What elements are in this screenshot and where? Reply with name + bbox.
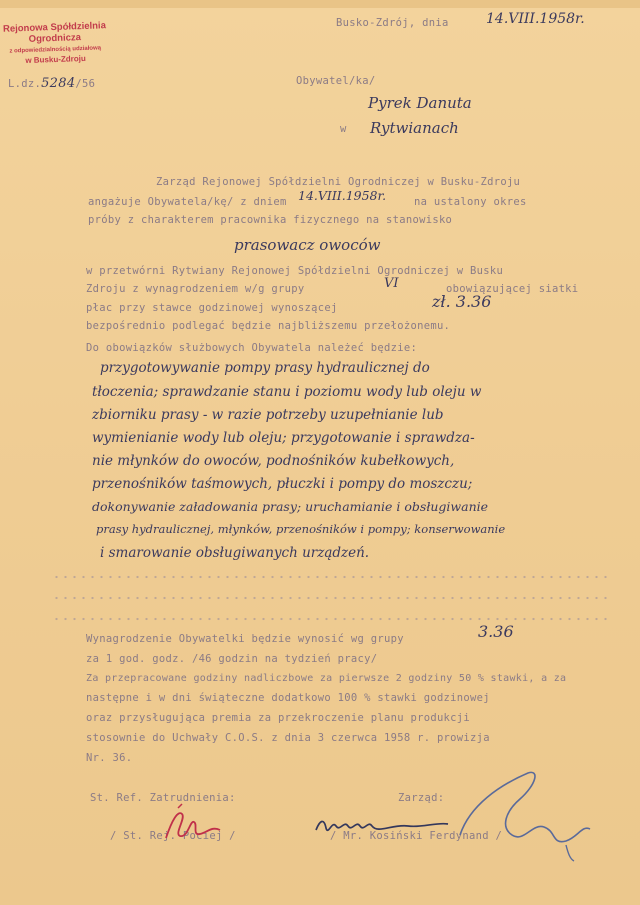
stamp-line-2: z odpowiedzialnością udziałową <box>9 45 102 55</box>
body-line-3: próby z charakterem pracownika fizycznego na stanowisko <box>88 214 453 226</box>
pay-line-6: stosownie do Uchwały C.O.S. z dnia 3 czerwca 1958 r. prowizja <box>86 732 490 744</box>
cooperative-stamp <box>0 20 111 66</box>
pay-line-1: Wynagrodzenie Obywatelki będzie wynosić wg grupy <box>86 633 404 645</box>
body-line-7: płac przy stawce godzinowej wynoszącej <box>86 302 338 314</box>
position-title: prasowacz owoców <box>234 236 381 254</box>
hourly-rate: zł. 3.36 <box>432 292 492 311</box>
footer-right-name: / Mr. Kosiński Ferdynand / <box>330 830 503 842</box>
duty-line-5: nie młynków do owoców, podnośników kubełkowych, <box>92 453 455 469</box>
board-signature-1 <box>312 800 452 845</box>
duty-line-8: prasy hydraulicznej, młynków, przenośników i pompy; konserwowanie <box>96 522 506 536</box>
footer-right-label: Zarząd: <box>398 792 445 804</box>
staff-officer-signature <box>160 800 230 850</box>
footer-left-label: St. Ref. Zatrudnienia: <box>90 792 236 804</box>
body-line-6-rest: obowiązującej siatki <box>446 283 579 295</box>
stamp-line-3: w Busku-Zdroju <box>25 53 86 66</box>
blank-line <box>52 575 612 579</box>
duty-line-2: tłoczenia; sprawdzanie stanu i poziomu wody lub oleju w <box>92 384 482 400</box>
addressee-name: Pyrek Danuta <box>368 94 472 112</box>
place-label: Busko-Zdrój, dnia <box>336 17 449 29</box>
pay-group: VI <box>384 276 399 291</box>
reference-suffix: /56 <box>75 78 96 90</box>
reference-handwritten-number: 5284 <box>41 76 76 91</box>
reference-prefix: L.dz. <box>8 78 42 90</box>
body-line-6: Zdroju z wynagrodzeniem w/g grupy <box>86 283 305 295</box>
salutation: Obywatel/ka/ <box>296 75 376 87</box>
board-signature-2 <box>440 765 600 865</box>
blank-line <box>52 596 612 600</box>
body-line-1: Zarząd Rejonowej Spółdzielni Ogrodniczej w Busku-Zdroju <box>156 176 521 188</box>
pay-line-4: następne i w dni świąteczne dodatkowo 100 % stawki godzinowej <box>86 692 490 704</box>
addressee-locality: Rytwianach <box>370 119 459 137</box>
duty-line-9: i smarowanie obsługiwanych urządzeń. <box>100 545 370 561</box>
locality-prefix: w <box>340 123 347 135</box>
body-line-2: angażuje Obywatela/kę/ z dniem <box>88 196 287 208</box>
stamp-line-1: Rejonowa Spółdzielnia Ogrodnicza <box>2 20 107 45</box>
duty-line-6: przenośników taśmowych, płuczki i pompy do moszczu; <box>92 476 473 492</box>
pay-amount: 3.36 <box>478 622 514 641</box>
letter-date: 14.VIII.1958r. <box>486 11 585 27</box>
blank-line <box>52 617 612 621</box>
body-line-5: w przetwórni Rytwiany Rejonowej Spółdzielni Ogrodniczej w Busku <box>86 265 504 277</box>
reference-number <box>8 76 95 91</box>
body-line-9: Do obowiązków służbowych Obywatela należeć będzie: <box>86 342 418 354</box>
duty-line-3: zbiorniku prasy - w razie potrzeby uzupełnianie lub <box>92 407 444 423</box>
pay-line-5: oraz przysługująca premia za przekroczenie planu produkcji <box>86 712 471 724</box>
footer-left-name: / St. Rej. Pociej / <box>110 830 236 842</box>
duty-line-7: dokonywanie załadowania prasy; uruchamianie i obsługiwanie <box>92 499 489 514</box>
body-line-2-rest: na ustalony okres <box>414 196 527 208</box>
pay-line-3: Za przepracowane godziny nadliczbowe za pierwsze 2 godziny 50 % stawki, a za <box>86 673 567 684</box>
duty-line-4: wymienianie wody lub oleju; przygotowanie i sprawdza- <box>92 430 475 446</box>
body-line-8: bezpośrednio podlegać będzie najbliższemu przełożonemu. <box>86 320 451 332</box>
pay-line-7: Nr. 36. <box>86 752 133 764</box>
engagement-date: 14.VIII.1958r. <box>298 188 387 203</box>
duty-line-1: przygotowywanie pompy prasy hydraulicznej do <box>100 360 430 376</box>
pay-line-2: za 1 god. godz. /46 godzin na tydzień pracy/ <box>86 653 378 665</box>
